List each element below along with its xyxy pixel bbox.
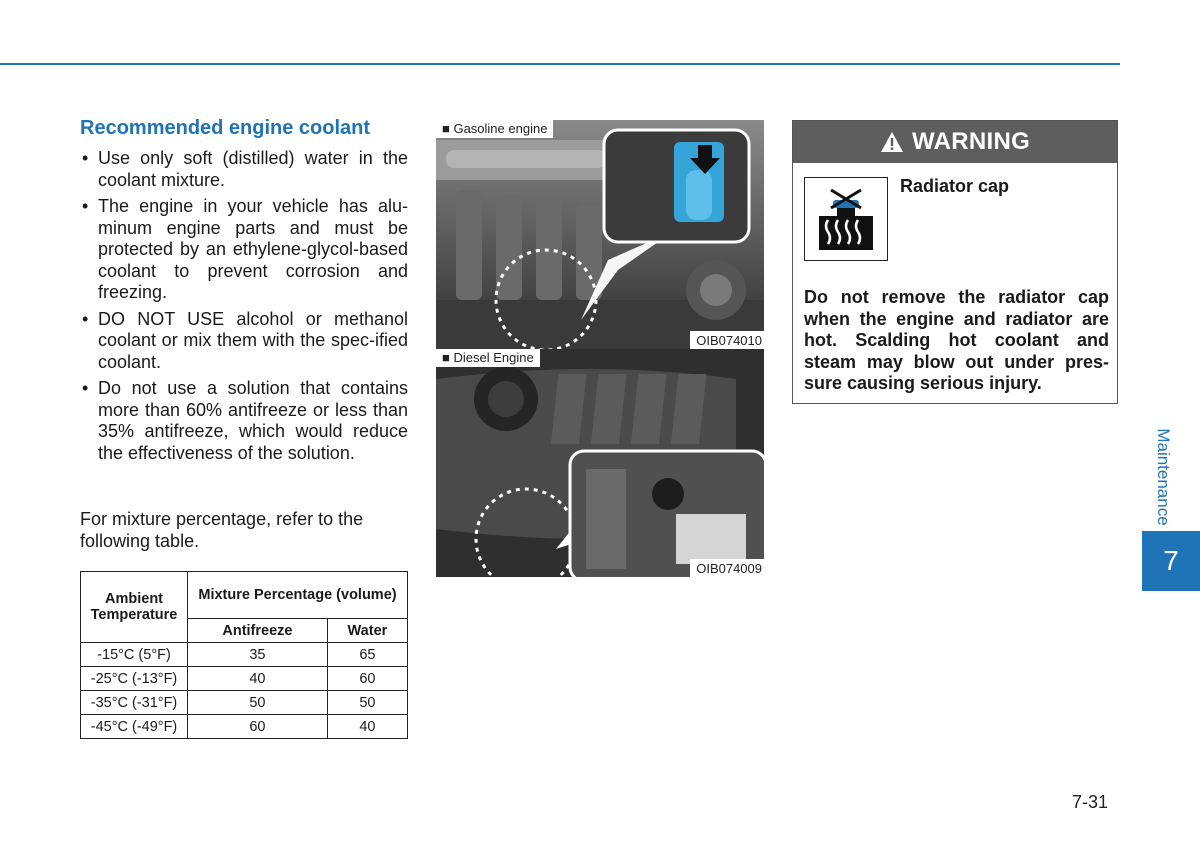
bullet-item: • The engine in your vehicle has alu-minum engine parts and must be protected by an ethylene-glycol-based coolant to prevent corrosion and freezing. (80, 196, 408, 304)
table-reference-note: For mixture percentage, refer to the following table. (80, 509, 364, 551)
cell-water: 40 (327, 715, 407, 739)
cell-temperature: -15°C (5°F) (81, 643, 188, 667)
table-row (81, 643, 408, 667)
gasoline-engine-illustration (436, 120, 764, 349)
warning-triangle-icon (880, 131, 904, 153)
header-antifreeze: Antifreeze (188, 619, 328, 643)
cell-antifreeze: 60 (188, 715, 328, 739)
figure-code: OIB074009 (690, 559, 764, 577)
warning-subtitle: Radiator cap (900, 176, 1010, 196)
cell-antifreeze: 50 (188, 691, 328, 715)
table-row (81, 667, 408, 691)
chapter-side-label (1148, 422, 1178, 532)
cell-temperature: -35°C (-31°F) (81, 691, 188, 715)
header-ambient-temperature: Ambient Temperature (81, 572, 188, 643)
figure-caption: ■ Gasoline engine (436, 120, 553, 138)
header-mixture-percentage: Mixture Percentage (volume) (188, 572, 408, 619)
cell-water: 60 (327, 667, 407, 691)
table-row (81, 691, 408, 715)
gasoline-engine-photo (436, 120, 764, 349)
page-number: 7-31 (1072, 792, 1109, 812)
warning-box (792, 120, 1118, 404)
warning-header (793, 121, 1117, 163)
bullet-item: • Do not use a solution that contains more than 60% antifreeze or less than 35% antifreeze, which would reduce the effectiveness of the solution. (80, 378, 408, 464)
bullet-item: • DO NOT USE alcohol or methanol coolant or mix them with the spec-ified coolant. (80, 309, 408, 374)
diesel-engine-photo (436, 349, 764, 577)
bullet-list (80, 148, 408, 469)
chapter-number-tab: 7 (1142, 531, 1200, 591)
diesel-engine-illustration (436, 349, 764, 577)
table-row (81, 715, 408, 739)
header-rule (0, 63, 1120, 65)
cell-water: 65 (327, 643, 407, 667)
section-title: Recommended engine coolant (80, 117, 371, 139)
bullet-item: • Use only soft (distilled) water in the coolant mixture. (80, 148, 408, 191)
warning-body: Do not remove the radiator cap when the engine and radiator are hot. Scalding hot coolant and steam may blow out under pres-sure causing serious injury. (804, 287, 1109, 393)
cell-temperature: -25°C (-13°F) (81, 667, 188, 691)
warning-title: WARNING (911, 128, 1031, 155)
chapter-name: Maintenance (1154, 428, 1173, 526)
cell-antifreeze: 35 (188, 643, 328, 667)
coolant-mixture-table (80, 571, 408, 739)
header-water: Water (327, 619, 407, 643)
radiator-cap-hazard-icon (804, 177, 888, 261)
cell-water: 50 (327, 691, 407, 715)
figure-code: OIB074010 (690, 331, 764, 349)
figure-caption: ■ Diesel Engine (436, 349, 540, 367)
cell-antifreeze: 40 (188, 667, 328, 691)
cell-temperature: -45°C (-49°F) (81, 715, 188, 739)
